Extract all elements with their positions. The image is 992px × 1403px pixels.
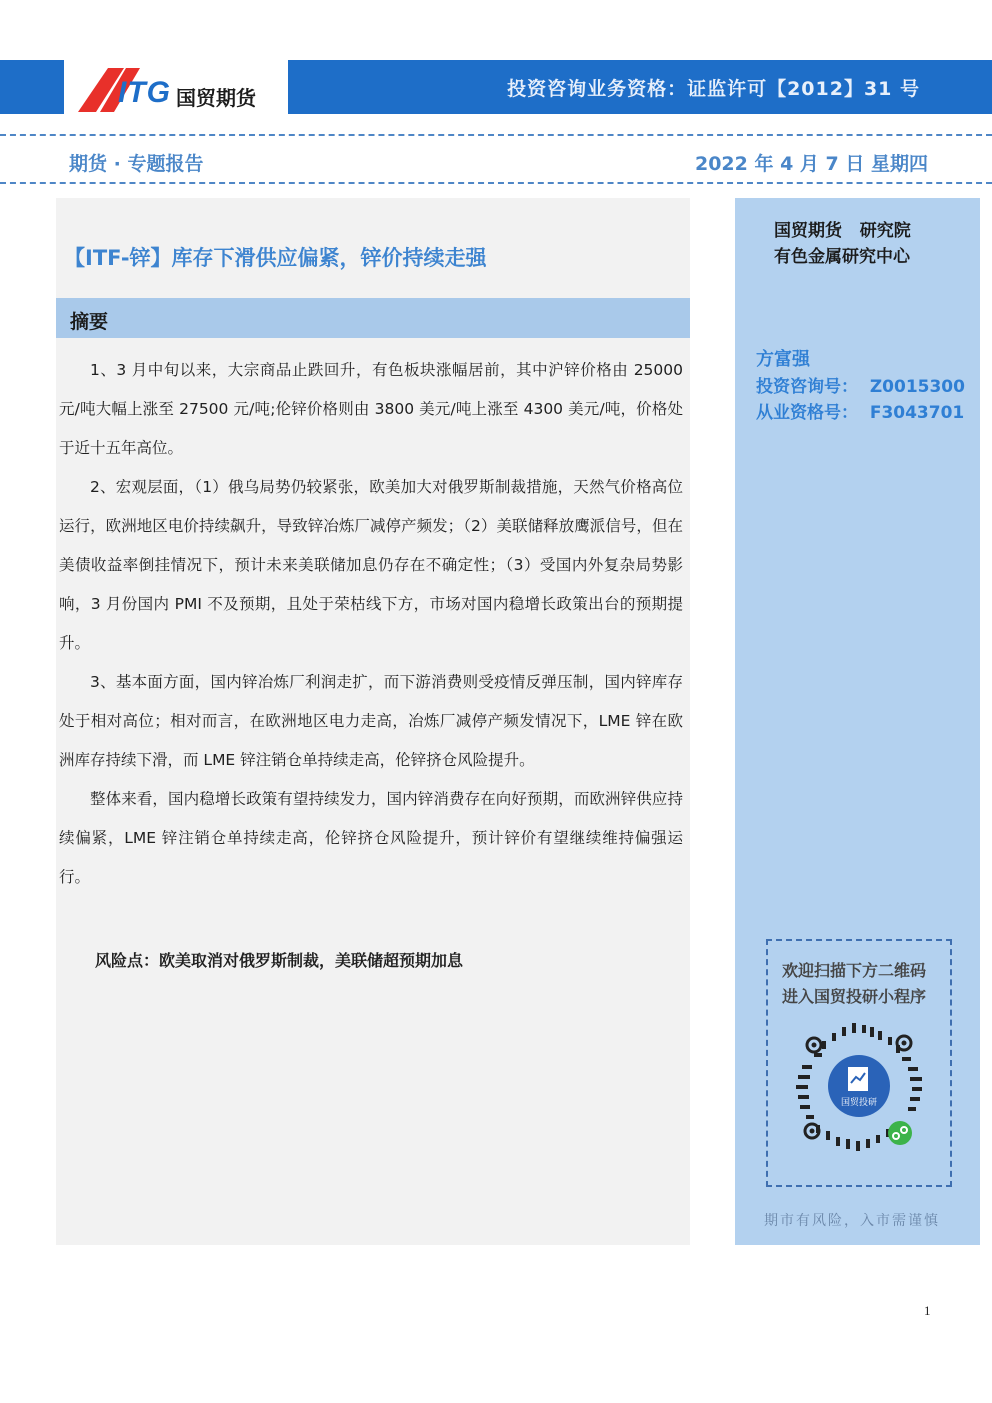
abstract-label: 摘要 <box>70 311 109 333</box>
org-line-1: 国贸期货 研究院 <box>774 221 911 241</box>
qr-text-1: 欢迎扫描下方二维码 <box>782 961 927 980</box>
risk-note: 期市有风险，入市需谨慎 <box>764 1213 940 1229</box>
qr-center-label: 国贸投研 <box>840 1098 878 1108</box>
qr-text-2: 进入国贸投研小程序 <box>782 987 927 1006</box>
abstract-bar <box>56 298 690 338</box>
abstract-body <box>59 351 683 897</box>
itg-logo <box>78 66 283 112</box>
page-number: 1 <box>924 1303 931 1318</box>
paragraph: 整体来看，国内稳增长政策有望持续发力，国内锌消费存在向好预期，而欧洲锌供应持续偏紧，LME 锌注销仓单持续走高，伦锌挤仓风险提升，预计锌价有望继续维持偏强运行。 <box>59 790 683 886</box>
report-date: 2022 年 4 月 7 日 星期四 <box>694 153 928 175</box>
paragraph: 1、3 月中旬以来，大宗商品止跌回升，有色板块涨幅居前，其中沪锌价格由 25000 元/吨大幅上涨至 27500 元/吨;伦锌价格则由 3800 美元/吨上涨至 4300 美元/吨，价格处于近十五年高位。 <box>59 361 683 457</box>
qualification: 投资咨询业务资格：证监许可【2012】31 号 <box>507 78 920 100</box>
consult-number: 投资咨询号： Z0015300 <box>756 377 965 397</box>
paragraph: 3、基本面方面，国内锌冶炼厂利润走扩，而下游消费则受疫情反弹压制，国内锌库存处于相对高位；相对而言，在欧洲地区电力走高，冶炼厂减停产频发情况下，LME 锌在欧洲库存持续下滑，而 LME 锌注销仓单持续走高，伦锌挤仓风险提升。 <box>59 673 683 769</box>
report-type: 期货 · 专题报告 <box>69 153 204 175</box>
practice-number: 从业资格号： F3043701 <box>756 403 965 423</box>
report-title: 【ITF-锌】库存下滑供应偏紧，锌价持续走强 <box>64 246 487 270</box>
paragraph: 2、宏观层面，（1）俄乌局势仍较紧张，欧美加大对俄罗斯制裁措施，天然气价格高位运行，欧洲地区电价持续飙升，导致锌冶炼厂减停产频发；（2）美联储释放鹰派信号，但在美债收益率倒挂情况下，预计未来美联储加息仍存在不确定性；（3）受国内外复杂局势影响，3 月份国内 PMI 不及预期，且处于荣枯线下方，市场对国内稳增长政策出台的预期提升。 <box>59 478 683 652</box>
logo-text: ITG <box>118 76 171 109</box>
org-line-2: 有色金属研究中心 <box>774 247 910 267</box>
analyst-name: 方富强 <box>756 349 810 370</box>
logo-cn: 国贸期货 <box>176 86 256 110</box>
header-bar-left <box>0 60 64 114</box>
qr-code-icon[interactable] <box>792 1021 926 1155</box>
divider <box>0 182 992 184</box>
divider <box>0 134 992 136</box>
risk-point: 风险点：欧美取消对俄罗斯制裁，美联储超预期加息 <box>95 951 464 970</box>
